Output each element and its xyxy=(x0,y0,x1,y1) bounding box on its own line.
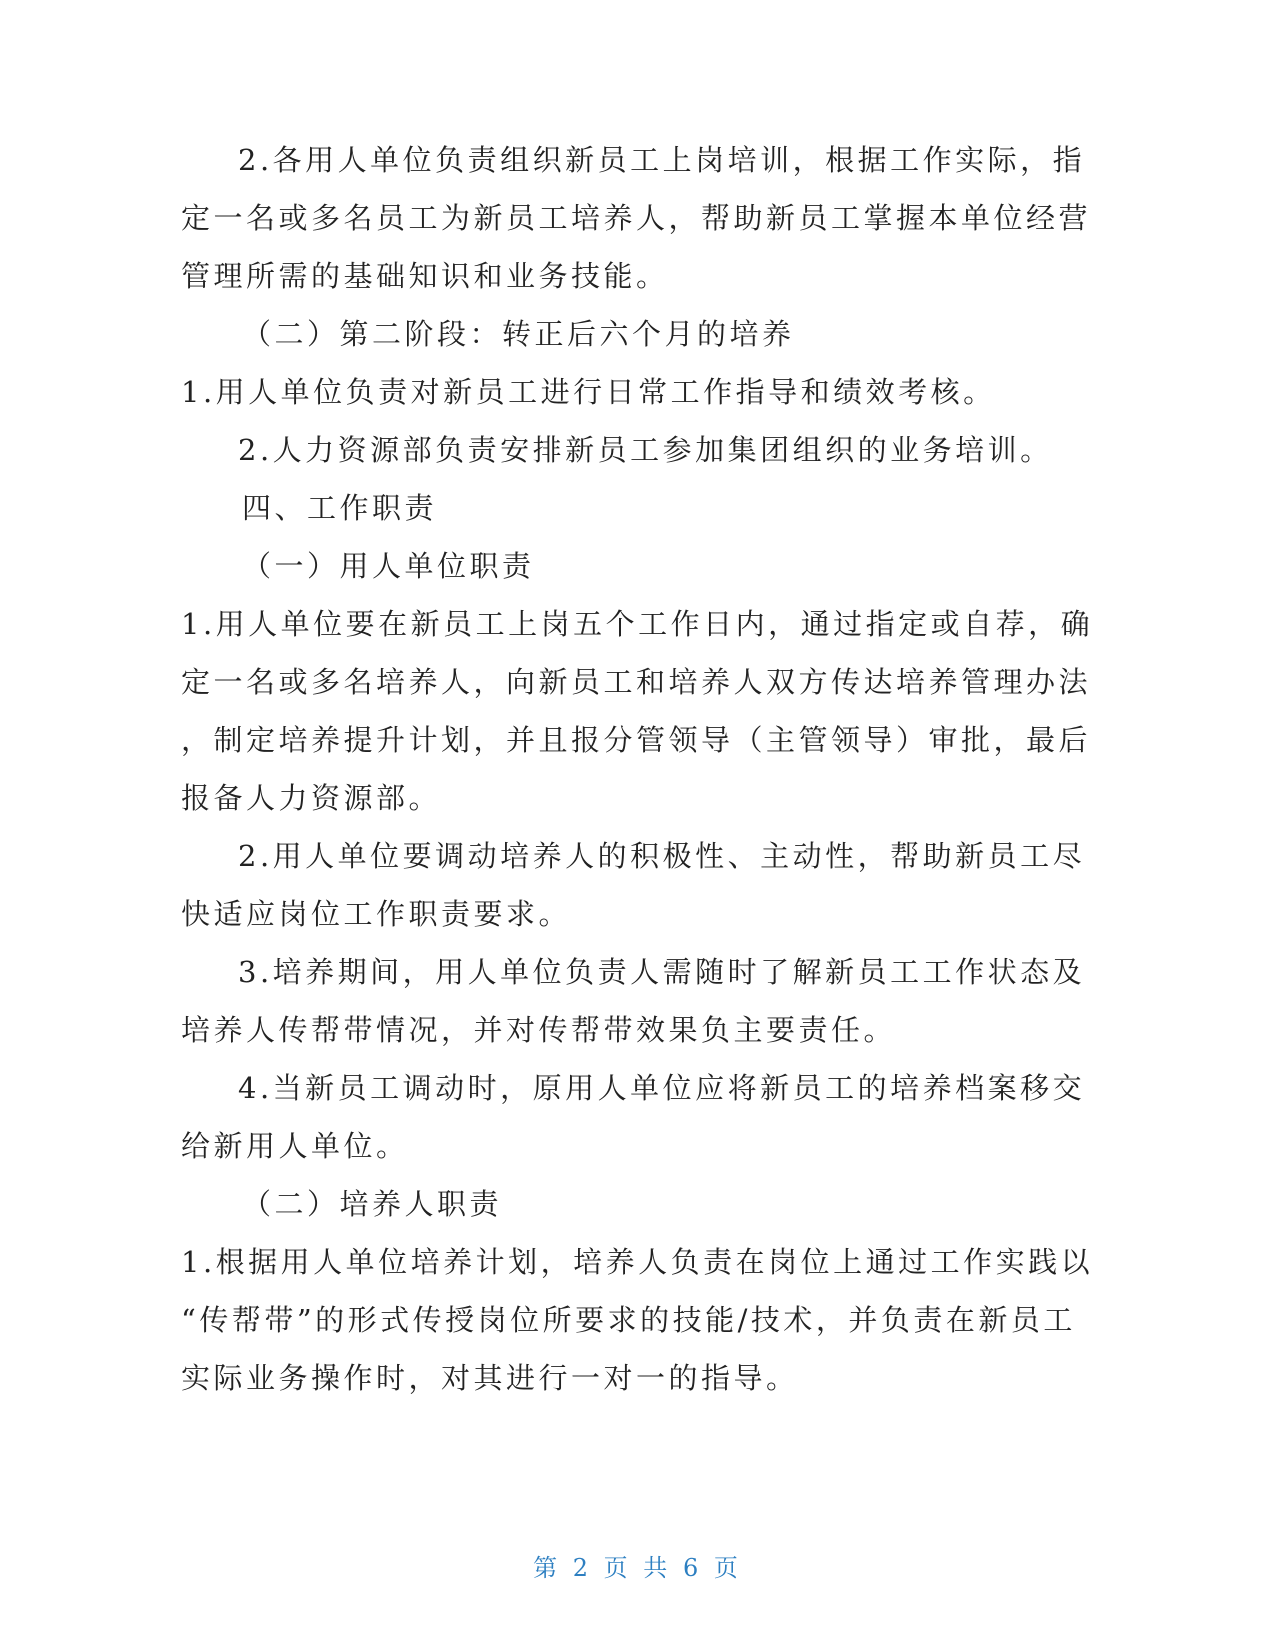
paragraph-line: 3.培养期间，用人单位负责人需随时了解新员工工作状态及 xyxy=(238,955,1086,989)
paragraph-line: 2.各用人单位负责组织新员工上岗培训，根据工作实际，指 xyxy=(238,143,1086,177)
paragraph-line: 定一名或多名员工为新员工培养人，帮助新员工掌握本单位经营 xyxy=(181,201,1092,235)
paragraph-line: 培养人传帮带情况，并对传帮带效果负主要责任。 xyxy=(181,1013,897,1047)
paragraph-line: 2.用人单位要调动培养人的积极性、主动性，帮助新员工尽 xyxy=(238,839,1086,873)
paragraph-line: 4.当新员工调动时，原用人单位应将新员工的培养档案移交 xyxy=(238,1071,1086,1105)
paragraph-line: 1.用人单位要在新员工上岗五个工作日内，通过指定或自荐，确 xyxy=(181,607,1094,641)
paragraph-line: 快适应岗位工作职责要求。 xyxy=(181,897,572,931)
section-heading: （一）用人单位职责 xyxy=(242,549,535,583)
paragraph-line: 实际业务操作时，对其进行一对一的指导。 xyxy=(181,1361,799,1395)
paragraph-line: ，制定培养提升计划，并且报分管领导（主管领导）审批，最后 xyxy=(181,723,1092,757)
paragraph-line: “传帮带”的形式传授岗位所要求的技能/技术，并负责在新员工 xyxy=(181,1303,1076,1337)
paragraph-line: 定一名或多名培养人，向新员工和培养人双方传达培养管理办法 xyxy=(181,665,1092,699)
paragraph-line: 1.用人单位负责对新员工进行日常工作指导和绩效考核。 xyxy=(181,375,996,409)
paragraph-line: 管理所需的基础知识和业务技能。 xyxy=(181,259,669,293)
paragraph-line: 2.人力资源部负责安排新员工参加集团组织的业务培训。 xyxy=(238,433,1053,467)
paragraph-line: 给新用人单位。 xyxy=(181,1129,409,1163)
paragraph-line: 1.根据用人单位培养计划，培养人负责在岗位上通过工作实践以 xyxy=(181,1245,1094,1279)
page-number-footer: 第 2 页 共 6 页 xyxy=(533,1554,742,1582)
paragraph-line: 报备人力资源部。 xyxy=(181,781,442,815)
section-heading: （二）第二阶段：转正后六个月的培养 xyxy=(242,317,795,351)
section-heading: 四、工作职责 xyxy=(242,491,438,525)
section-heading: （二）培养人职责 xyxy=(242,1187,503,1221)
